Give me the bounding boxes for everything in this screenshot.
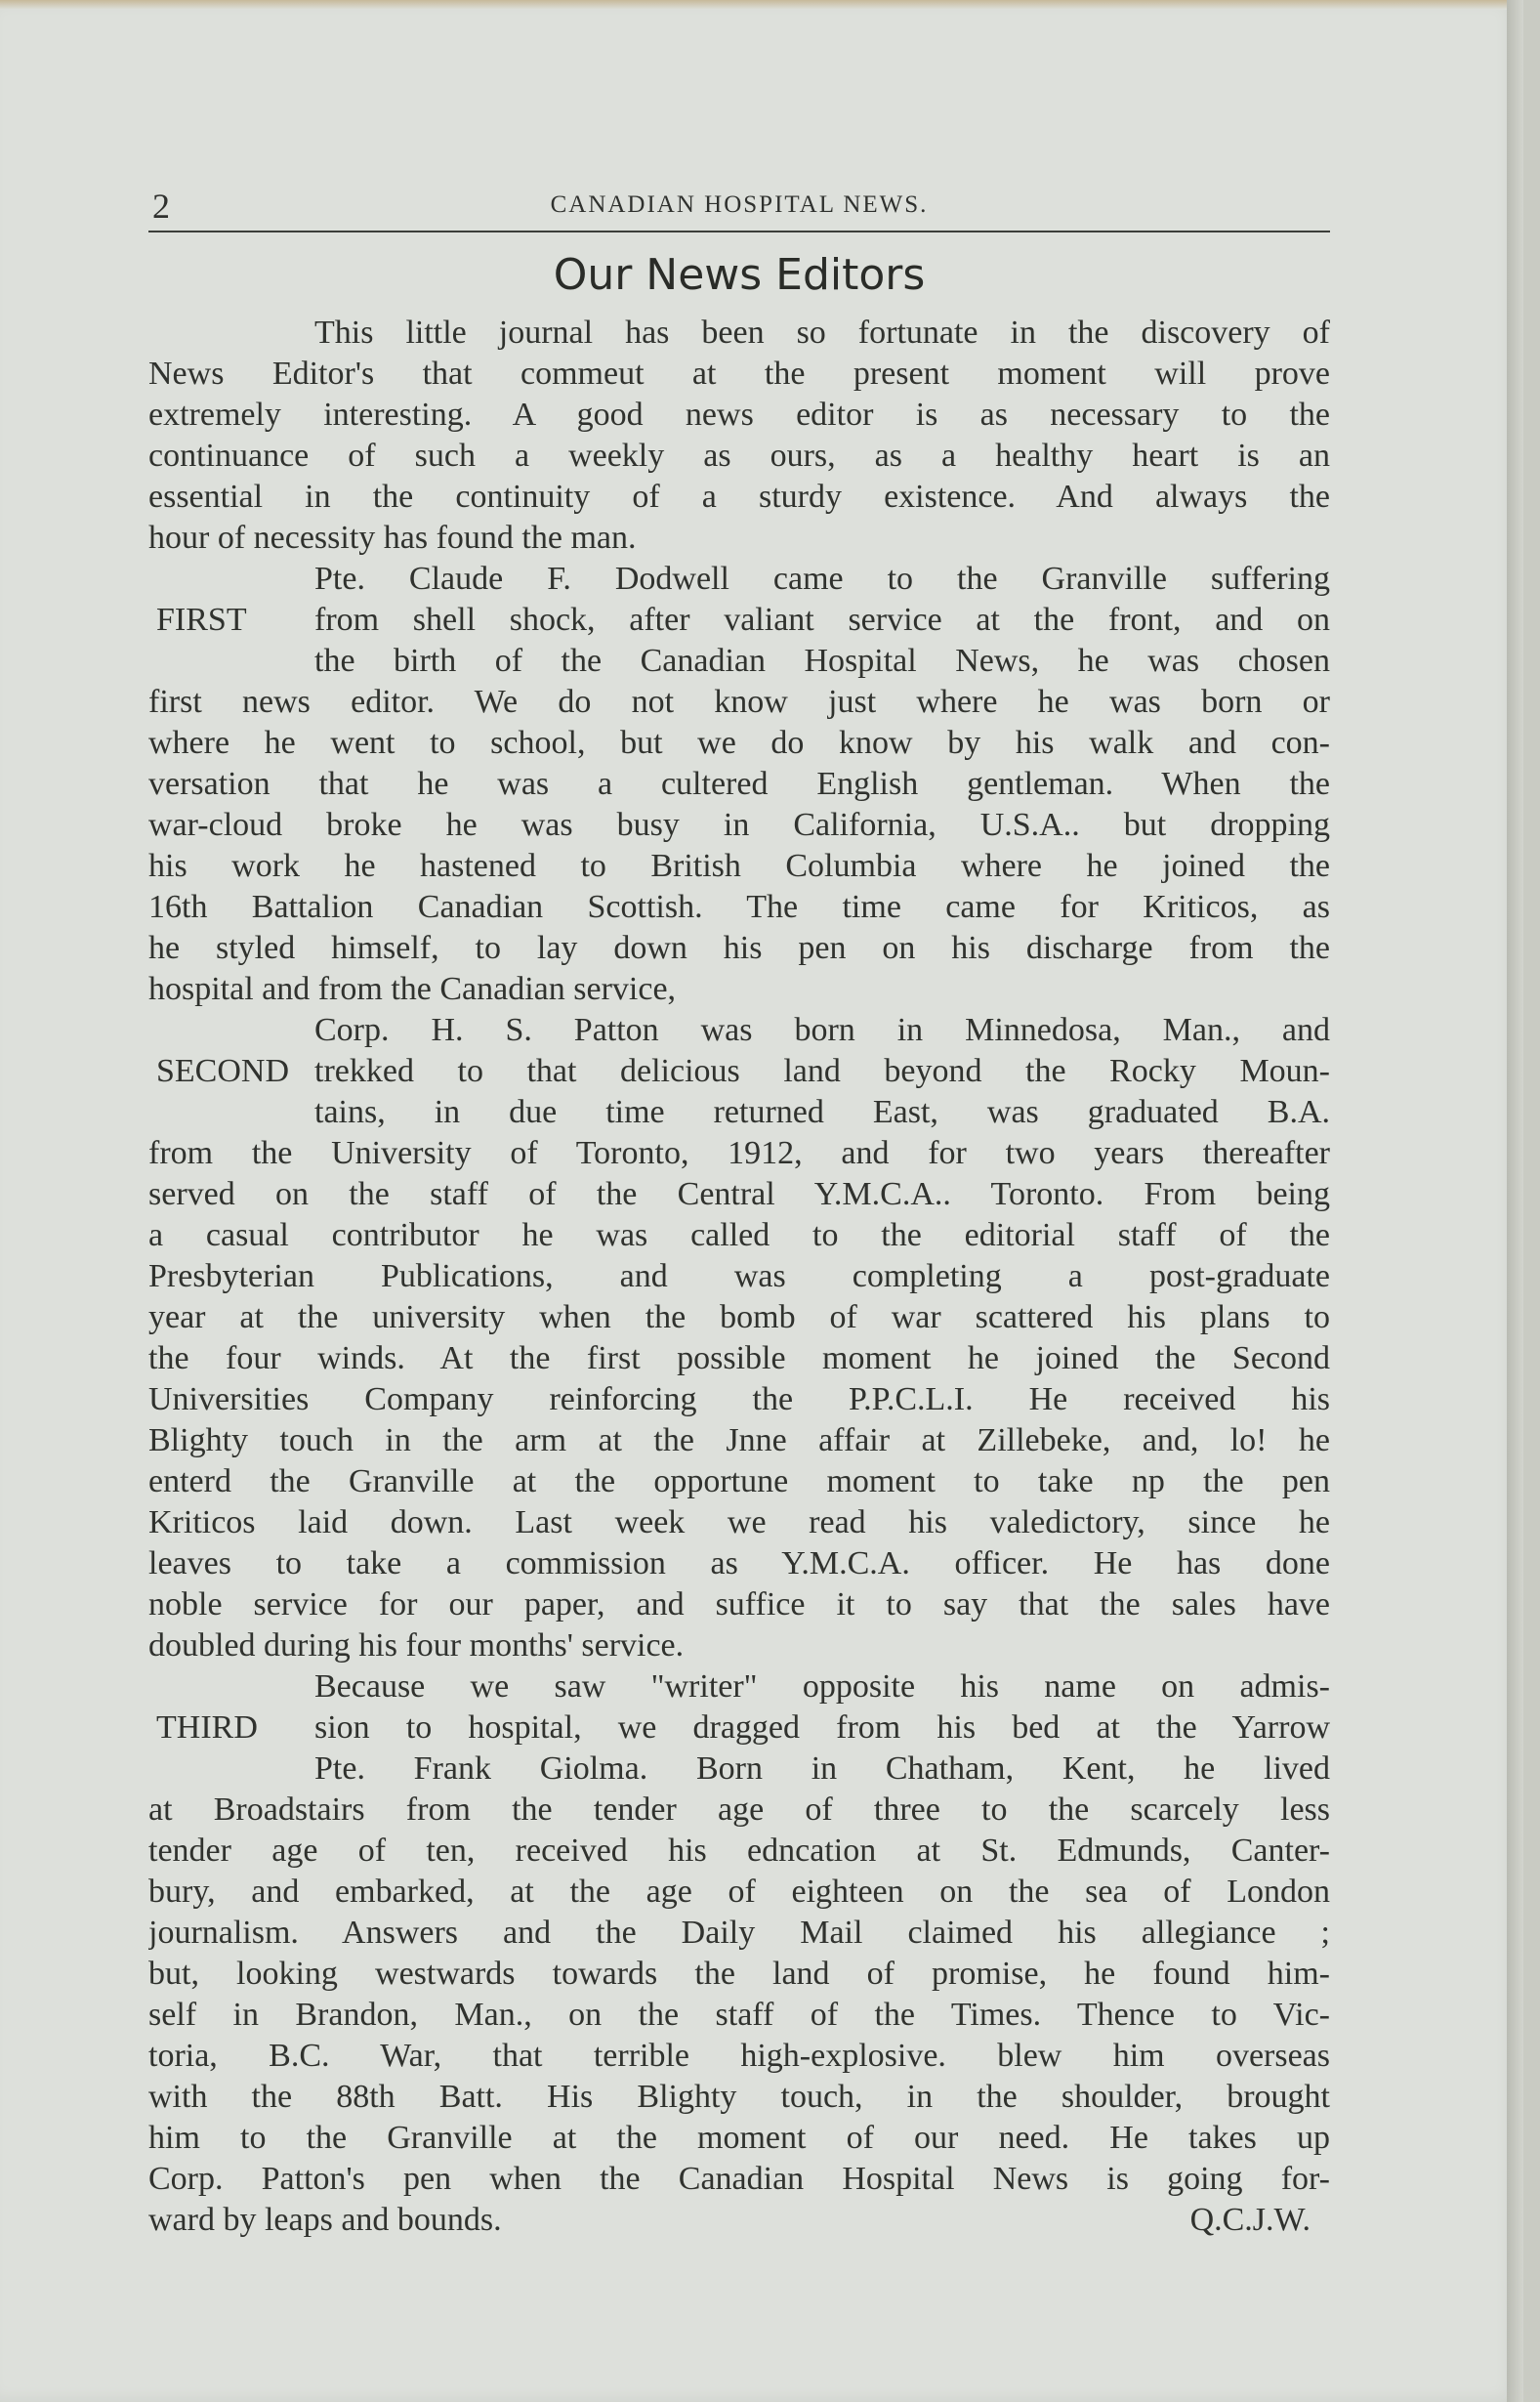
text-line: his work he hastened to British Columbia where he joined the bbox=[148, 848, 1330, 884]
text-line: first news editor. We do not know just where he was born or bbox=[148, 684, 1330, 720]
text-line: war-cloud broke he was busy in California, U.S.A.. but dropping bbox=[148, 807, 1330, 843]
text-line: but, looking westwards towards the land of promise, he found him- bbox=[148, 1956, 1330, 1992]
section-label-first: FIRST bbox=[156, 602, 247, 638]
text-line: enterd the Granville at the opportune moment to take np the pen bbox=[148, 1463, 1330, 1499]
text-line: where he went to school, but we do know by his walk and con- bbox=[148, 725, 1330, 761]
text-line: extremely interesting. A good news editor is as necessary to the bbox=[148, 397, 1330, 433]
text-line: a casual contributor he was called to the editorial staff of the bbox=[148, 1217, 1330, 1253]
text-line: he styled himself, to lay down his pen on his discharge from the bbox=[148, 930, 1330, 966]
text-line-content: trekked to that delicious land beyond the Rocky Moun- bbox=[314, 1053, 1330, 1089]
text-line: Presbyterian Publications, and was completing a post-graduate bbox=[148, 1258, 1330, 1294]
text-line: toria, B.C. War, that terrible high-explosive. blew him overseas bbox=[148, 2038, 1330, 2074]
text-line: bury, and embarked, at the age of eighteen on the sea of London bbox=[148, 1874, 1330, 1910]
running-title: CANADIAN HOSPITAL NEWS. bbox=[550, 191, 929, 218]
header-rule bbox=[148, 231, 1330, 232]
text-line: year at the university when the bomb of war scattered his plans to bbox=[148, 1299, 1330, 1335]
text-line: at Broadstairs from the tender age of three to the scarcely less bbox=[148, 1791, 1330, 1828]
page-header bbox=[148, 186, 1330, 231]
section-label-second: SECOND bbox=[156, 1053, 290, 1089]
text-line bbox=[148, 600, 1330, 641]
text-line: noble service for our paper, and suffice it to say that the sales have bbox=[148, 1586, 1330, 1622]
text-line: versation that he was a cultered English gentleman. When the bbox=[148, 766, 1330, 802]
text-line: Pte. Claude F. Dodwell came to the Granville suffering bbox=[314, 561, 1330, 597]
text-line bbox=[148, 1707, 1330, 1749]
article-title: Our News Editors bbox=[553, 250, 926, 300]
page-number: 2 bbox=[152, 187, 170, 226]
text-line: doubled during his four months' service. bbox=[148, 1627, 685, 1664]
closing-line bbox=[148, 2200, 1330, 2241]
text-line: tains, in due time returned East, was graduated B.A. bbox=[314, 1094, 1330, 1130]
text-line-content: from shell shock, after valiant service at the front, and on bbox=[314, 602, 1330, 638]
text-line: tender age of ten, received his edncation at St. Edmunds, Canter- bbox=[148, 1833, 1330, 1869]
text-line bbox=[148, 1051, 1330, 1092]
text-line: Kriticos laid down. Last week we read his valedictory, since he bbox=[148, 1504, 1330, 1540]
page-right-edge bbox=[1507, 0, 1523, 2402]
text-line: Universities Company reinforcing the P.P.C.L.I. He received his bbox=[148, 1381, 1330, 1417]
text-line: News Editor's that commeut at the present moment will prove bbox=[148, 356, 1330, 392]
text-line: 16th Battalion Canadian Scottish. The time came for Kriticos, as bbox=[148, 889, 1330, 925]
text-line: Pte. Frank Giolma. Born in Chatham, Kent, he lived bbox=[314, 1750, 1330, 1787]
text-line-content: sion to hospital, we dragged from his bed at the Yarrow bbox=[314, 1709, 1330, 1746]
text-line: essential in the continuity of a sturdy existence. And always the bbox=[148, 479, 1330, 515]
text-line: self in Brandon, Man., on the staff of the Times. Thence to Vic- bbox=[148, 1997, 1330, 2033]
text-line-content: ward by leaps and bounds. bbox=[148, 2202, 502, 2238]
text-line: leaves to take a commission as Y.M.C.A. officer. He has done bbox=[148, 1545, 1330, 1581]
section-label-third: THIRD bbox=[156, 1709, 258, 1746]
text-line: the four winds. At the first possible moment he joined the Second bbox=[148, 1340, 1330, 1376]
text-line: Corp. Patton's pen when the Canadian Hospital News is going for- bbox=[148, 2161, 1330, 2197]
text-line: served on the staff of the Central Y.M.C.A.. Toronto. From being bbox=[148, 1176, 1330, 1212]
text-line: with the 88th Batt. His Blighty touch, in the shoulder, brought bbox=[148, 2079, 1330, 2115]
text-line: hospital and from the Canadian service, bbox=[148, 971, 677, 1007]
text-line: continuance of such a weekly as ours, as a healthy heart is an bbox=[148, 438, 1330, 474]
text-line: Corp. H. S. Patton was born in Minnedosa, Man., and bbox=[314, 1012, 1330, 1048]
author-signature: Q.C.J.W. bbox=[1189, 2202, 1311, 2238]
text-line: journalism. Answers and the Daily Mail claimed his allegiance ; bbox=[148, 1915, 1330, 1951]
text-line: from the University of Toronto, 1912, and for two years thereafter bbox=[148, 1135, 1330, 1171]
article-body bbox=[148, 313, 1330, 2241]
text-line: Because we saw "writer" opposite his name on admis- bbox=[314, 1668, 1330, 1705]
page-top-edge bbox=[0, 0, 1523, 10]
text-line: This little journal has been so fortunate in the discovery of bbox=[314, 315, 1330, 351]
text-line: Blighty touch in the arm at the Jnne affair at Zillebeke, and, lo! he bbox=[148, 1422, 1330, 1458]
text-line: the birth of the Canadian Hospital News, he was chosen bbox=[314, 643, 1330, 679]
text-line: hour of necessity has found the man. bbox=[148, 520, 637, 556]
text-line: him to the Granville at the moment of our need. He takes up bbox=[148, 2120, 1330, 2156]
